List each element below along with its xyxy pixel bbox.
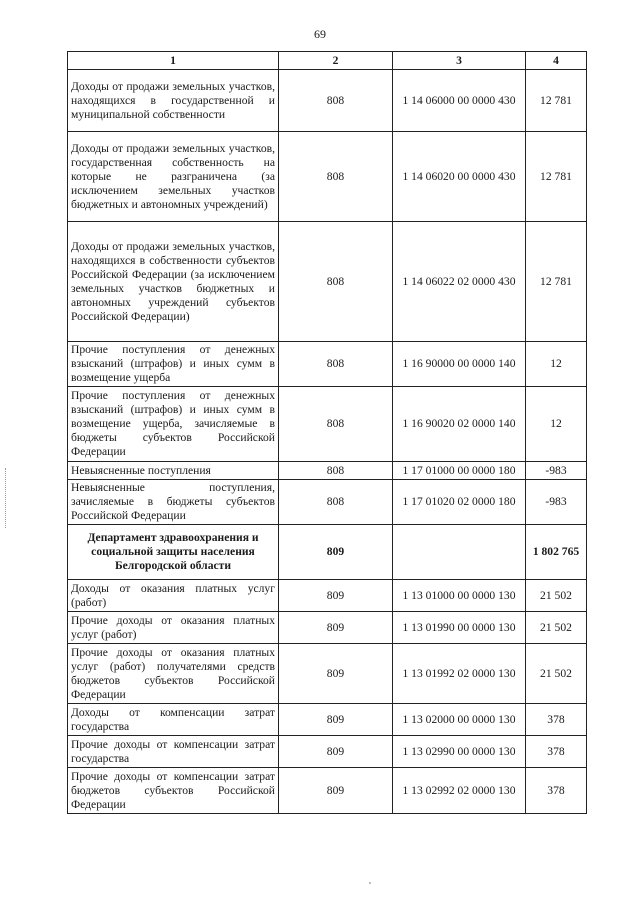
row-budget-code-cell: 1 14 06000 00 0000 430 (393, 70, 526, 132)
row-name-cell: Доходы от компенсации затрат государства (68, 704, 279, 736)
row-amount-cell: 1 802 765 (526, 525, 587, 580)
table-row (68, 462, 587, 480)
table-row (68, 644, 587, 704)
row-admin-code-cell: 809 (279, 768, 393, 814)
row-name-cell: Прочие доходы от компенсации затрат бюджетов субъектов Российской Федерации (68, 768, 279, 814)
scan-speck (369, 882, 371, 884)
row-amount-cell: -983 (526, 462, 587, 480)
row-amount-cell: 21 502 (526, 644, 587, 704)
row-name-cell: Невыясненные поступления, зачисляемые в бюджеты субъектов Российской Федерации (68, 480, 279, 525)
row-amount-cell: 378 (526, 736, 587, 768)
row-admin-code-cell: 808 (279, 70, 393, 132)
column-header-3: 3 (393, 52, 526, 70)
row-amount-cell: 378 (526, 704, 587, 736)
row-budget-code-cell: 1 13 01992 02 0000 130 (393, 644, 526, 704)
row-admin-code-cell: 808 (279, 222, 393, 342)
table-row (68, 480, 587, 525)
row-name-cell: Департамент здравоохранения и социальной защиты населения Белгородской области (68, 525, 279, 580)
row-name-cell: Прочие поступления от денежных взысканий (штрафов) и иных сумм в возмещение ущерба (68, 342, 279, 387)
revenue-table (67, 51, 587, 814)
row-admin-code-cell: 808 (279, 462, 393, 480)
row-admin-code-cell: 809 (279, 580, 393, 612)
row-amount-cell: 12 781 (526, 222, 587, 342)
row-budget-code-cell: 1 13 02000 00 0000 130 (393, 704, 526, 736)
row-admin-code-cell: 809 (279, 612, 393, 644)
row-admin-code-cell: 808 (279, 387, 393, 462)
row-name-cell: Прочие доходы от оказания платных услуг (работ) получателями средств бюджетов субъектов Российской Федерации (68, 644, 279, 704)
row-budget-code-cell: 1 13 02990 00 0000 130 (393, 736, 526, 768)
row-amount-cell: 12 781 (526, 70, 587, 132)
row-name-cell: Прочие поступления от денежных взысканий (штрафов) и иных сумм в возмещение ущерба, зачисляемые в бюджеты субъектов Российской Федерации (68, 387, 279, 462)
table-row (68, 580, 587, 612)
row-name-cell: Доходы от продажи земельных участков, государственная собственность на которые не разграничена (за исключением земельных участков бюджетных и автономных учреждений) (68, 132, 279, 222)
row-budget-code-cell: 1 16 90000 00 0000 140 (393, 342, 526, 387)
row-amount-cell: 12 781 (526, 132, 587, 222)
table-row (68, 342, 587, 387)
margin-scan-marks (5, 468, 10, 528)
page-number: 69 (314, 27, 326, 41)
table-row (68, 222, 587, 342)
row-admin-code-cell: 808 (279, 132, 393, 222)
row-admin-code-cell: 809 (279, 736, 393, 768)
column-header-1: 1 (68, 52, 279, 70)
row-amount-cell: 21 502 (526, 612, 587, 644)
row-budget-code-cell: 1 16 90020 02 0000 140 (393, 387, 526, 462)
row-budget-code-cell: 1 14 06022 02 0000 430 (393, 222, 526, 342)
column-header-4: 4 (526, 52, 587, 70)
row-amount-cell: 378 (526, 768, 587, 814)
table-body (68, 70, 587, 814)
column-header-2: 2 (279, 52, 393, 70)
row-admin-code-cell: 809 (279, 644, 393, 704)
table-row (68, 768, 587, 814)
table-row-section-header (68, 525, 587, 580)
row-budget-code-cell: 1 13 01000 00 0000 130 (393, 580, 526, 612)
row-name-cell: Прочие доходы от компенсации затрат государства (68, 736, 279, 768)
row-admin-code-cell: 808 (279, 342, 393, 387)
row-name-cell: Доходы от продажи земельных участков, находящихся в собственности субъектов Российской Федерации (за исключением земельных участков бюджетных и автономных учреждений субъектов Российской Федерации) (68, 222, 279, 342)
row-budget-code-cell: 1 17 01000 00 0000 180 (393, 462, 526, 480)
table-header-row (68, 52, 587, 70)
row-name-cell: Доходы от продажи земельных участков, находящихся в государственной и муниципальной собственности (68, 70, 279, 132)
table-row (68, 70, 587, 132)
table-row (68, 387, 587, 462)
row-amount-cell: -983 (526, 480, 587, 525)
row-name-cell: Невыясненные поступления (68, 462, 279, 480)
row-admin-code-cell: 809 (279, 525, 393, 580)
row-name-cell: Прочие доходы от оказания платных услуг (работ) (68, 612, 279, 644)
row-amount-cell: 12 (526, 387, 587, 462)
row-amount-cell: 12 (526, 342, 587, 387)
table-row (68, 736, 587, 768)
row-admin-code-cell: 809 (279, 704, 393, 736)
row-budget-code-cell: 1 13 02992 02 0000 130 (393, 768, 526, 814)
row-budget-code-cell: 1 17 01020 02 0000 180 (393, 480, 526, 525)
table-row (68, 612, 587, 644)
row-budget-code-cell: 1 14 06020 00 0000 430 (393, 132, 526, 222)
row-budget-code-cell: 1 13 01990 00 0000 130 (393, 612, 526, 644)
row-admin-code-cell: 808 (279, 480, 393, 525)
row-budget-code-cell (393, 525, 526, 580)
table-row (68, 704, 587, 736)
row-amount-cell: 21 502 (526, 580, 587, 612)
table-row (68, 132, 587, 222)
row-name-cell: Доходы от оказания платных услуг (работ) (68, 580, 279, 612)
